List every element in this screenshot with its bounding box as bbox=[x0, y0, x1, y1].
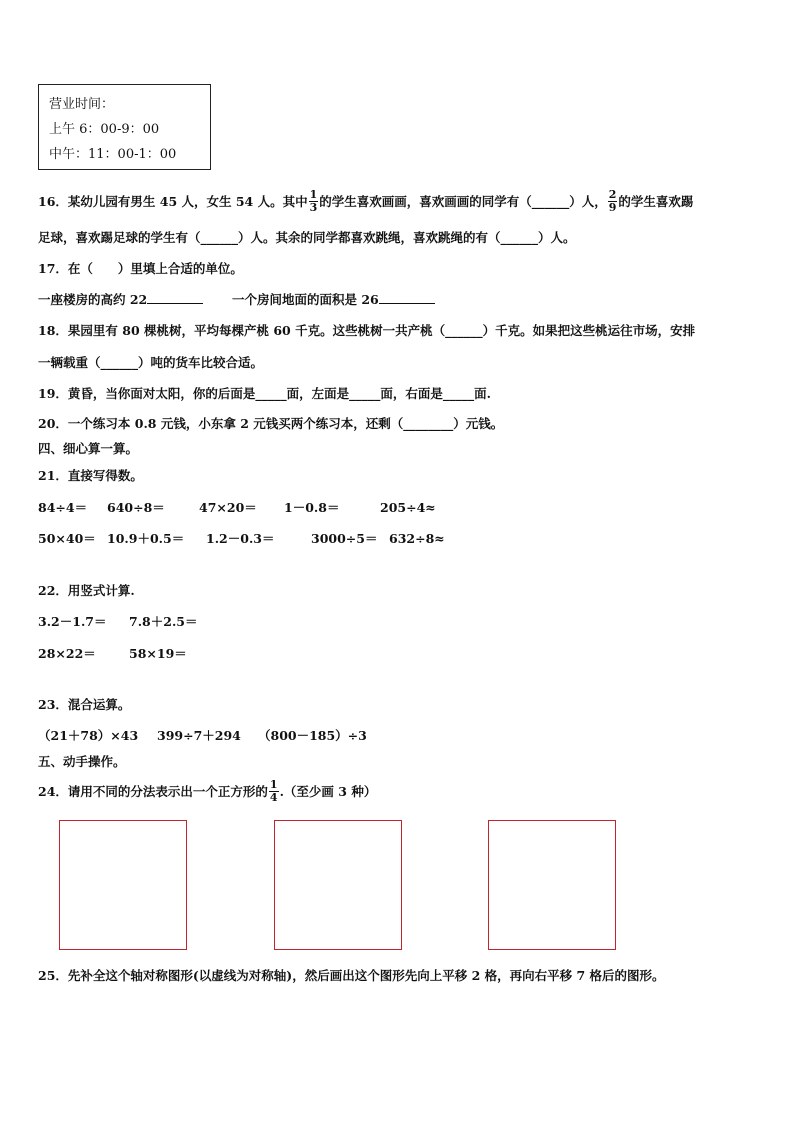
calc-item: 1－0.8＝ bbox=[284, 500, 340, 515]
calc-item: 399÷7＋294 bbox=[157, 728, 241, 743]
question-23-title: 23．混合运算。 bbox=[38, 697, 131, 712]
question-18-line2: 一辆载重（______）吨的货车比较合适。 bbox=[38, 355, 264, 370]
question-16-line2: 足球，喜欢踢足球的学生有（______）人。其余的同学都喜欢跳绳，喜欢跳绳的有（______）人。 bbox=[38, 230, 576, 245]
fraction-one-quarter: $\frac{1}{4}$ bbox=[269, 778, 278, 804]
calc-item: （21＋78）×43 bbox=[38, 728, 139, 743]
calc-item: 7.8＋2.5＝ bbox=[129, 614, 198, 629]
hours-noon: 中午：11：00-1：00 bbox=[49, 147, 177, 162]
section-4-heading: 四、细心算一算。 bbox=[38, 441, 139, 456]
calc-item: 28×22＝ bbox=[38, 646, 96, 661]
question-25: 25．先补全这个轴对称图形(以虚线为对称轴)，然后画出这个图形先向上平移 2 格，再向右平移 7 格后的图形。 bbox=[38, 968, 665, 983]
question-24: 24．请用不同的分法表示出一个正方形的 $\frac{1}{4}$ .（至少画 3 种） bbox=[38, 778, 377, 804]
calc-item: 205÷4≈ bbox=[380, 500, 436, 515]
calc-item: 58×19＝ bbox=[129, 646, 187, 661]
fraction-two-ninths: $\frac{2}{9}$ bbox=[608, 188, 617, 214]
calc-item: 50×40＝ bbox=[38, 531, 96, 546]
section-5-heading: 五、动手操作。 bbox=[38, 754, 126, 769]
calc-item: 632÷8≈ bbox=[389, 531, 445, 546]
question-17-b: 一个房间地面的面积是 26 bbox=[232, 291, 435, 308]
calc-item: 47×20＝ bbox=[199, 500, 257, 515]
drawing-square-2[interactable] bbox=[274, 820, 402, 950]
hours-title: 营业时间： bbox=[49, 97, 115, 112]
calc-item: 84÷4＝ bbox=[38, 500, 88, 515]
calc-item: 10.9＋0.5＝ bbox=[107, 531, 185, 546]
calc-item: （800－185）÷3 bbox=[258, 728, 367, 743]
question-18-line1: 18．果园里有 80 棵桃树，平均每棵产桃 60 千克。这些桃树一共产桃（______）千克。如果把这些桃运往市场，安排 bbox=[38, 323, 696, 338]
fraction-one-third: $\frac{1}{3}$ bbox=[309, 188, 318, 214]
question-19: 19．黄昏，当你面对太阳，你的后面是_____面，左面是_____面，右面是_____面. bbox=[38, 386, 491, 401]
calc-item: 640÷8＝ bbox=[107, 500, 165, 515]
drawing-square-1[interactable] bbox=[59, 820, 187, 950]
question-21-title: 21．直接写得数。 bbox=[38, 468, 143, 483]
question-16-line1: 16．某幼儿园有男生 45 人，女生 54 人。其中 $\frac{1}{3}$ 的学生喜欢画画，喜欢画画的同学有（______）人， $\frac{2}{9}$ 的学生喜欢踢 bbox=[38, 188, 694, 214]
question-17-a: 一座楼房的高约 22 bbox=[38, 291, 203, 308]
answer-blank[interactable] bbox=[379, 291, 435, 304]
drawing-square-3[interactable] bbox=[488, 820, 616, 950]
question-17-title: 17．在（ ）里填上合适的单位。 bbox=[38, 261, 243, 276]
calc-item: 3.2－1.7＝ bbox=[38, 614, 107, 629]
business-hours-box bbox=[38, 84, 211, 170]
question-20: 20．一个练习本 0.8 元钱，小东拿 2 元钱买两个练习本，还剩（________）元钱。 bbox=[38, 416, 504, 431]
calc-item: 1.2－0.3＝ bbox=[206, 531, 275, 546]
answer-blank[interactable] bbox=[147, 291, 203, 304]
hours-morning: 上午 6：00-9：00 bbox=[49, 122, 160, 137]
calc-item: 3000÷5＝ bbox=[311, 531, 378, 546]
question-22-title: 22．用竖式计算. bbox=[38, 583, 135, 598]
